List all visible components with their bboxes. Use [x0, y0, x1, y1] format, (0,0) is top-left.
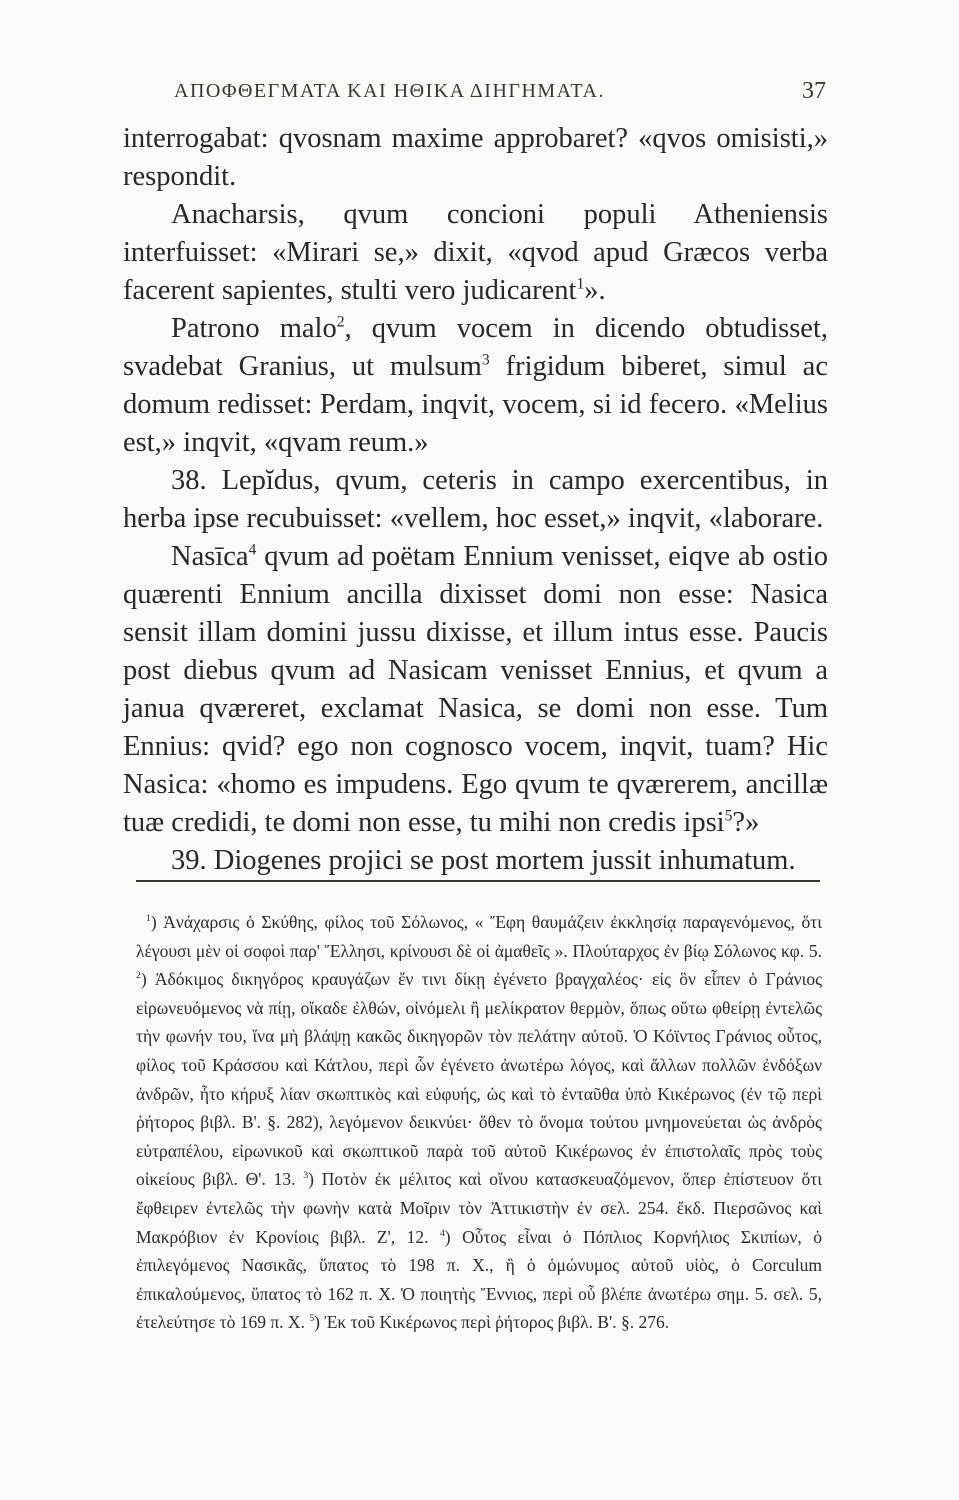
paragraph-patrono-text-b: , qvum vocem in dicendo obtudisset, svadebat Granius, ut mulsum: [123, 313, 828, 382]
footnotes: [136, 908, 822, 1337]
footnote-mark-2: 2: [136, 970, 141, 982]
footnote-4: Οὗτος εἶναι ὁ Πόπλιος Κορνήλιος Σκιπίων, ὁ ἐπιλεγόμενος Νασικᾶς, ὕπατος τὸ 198 π. Χ., ἢ ὁ ὁμώνυμος αὐτοῦ υἱὸς, ὁ Corculum ἐπικαλούμενος, ὕπατος τὸ 162 π. Χ. Ὁ ποιητὴς Ἔννιος, περὶ οὗ βλέπε ἀνωτέρω σημ. 5. σελ. 5, ἐτελεύτησε τὸ 169 π. Χ.: [136, 1226, 823, 1333]
paragraph-nasica: [123, 538, 828, 842]
paragraph-anacharsis-text: Anacharsis, qvum concioni populi Atheniensis interfuisset: «Mirari se,» dixit, «qvod apud Græcos verba facerent sapientes, stulti vero judicarent: [123, 199, 828, 306]
footnote-3: Ποτὸν ἐκ μέλιτος καὶ οἴνου κατασκευαζόμενον, ὅπερ ἐπίστευον ὅτι ἔφθειρεν ἐντελῶς τὴν φωνὴν κατὰ Μοῖριν τὸν Ἀττικιστὴν ἐν σελ. 254. ἔκδ. Πιερσῶνος καὶ Μακρόβιον ἐν Κρονίοις βιβλ. Ζ', 12.: [136, 1169, 822, 1247]
paragraph-nasica-text-a: Nasīca: [171, 541, 249, 572]
paragraph-38: [123, 462, 828, 538]
footnote-1: Ἀνάχαρσις ὁ Σκύθης, φίλος τοῦ Σόλωνος, « Ἔφη θαυμάζειν ἐκκλησίᾳ παραγενόμενος, ὅτι λέγουσι μὲν οἱ σοφοὶ παρ' Ἕλλησι, κρίνουσι δὲ οἱ ἀμαθεῖς ». Πλούταρχος ἐν βίῳ Σόλωνος κφ. 5.: [136, 912, 823, 961]
paragraph-nasica-end: ?»: [732, 807, 760, 838]
running-head: [174, 80, 826, 103]
paragraph-patrono: [123, 310, 828, 462]
paragraph-39-text: 39. Diogenes projici se post mortem jussit inhumatum.: [171, 845, 796, 876]
footnote-mark-3: 3: [303, 1170, 309, 1182]
running-head-title: ΑΠΟΦΘΕΓΜΑΤΑ ΚΑΙ ΗΘΙΚΑ ΔΙΗΓΗΜΑΤΑ.: [174, 80, 605, 102]
paragraph-patrono-text-c: frigidum biberet, simul ac domum redisset: Perdam, inqvit, vocem, si id fecero. «Melius est,» inqvit, «qvam reum.»: [123, 351, 828, 458]
paragraph-anacharsis: [123, 196, 828, 310]
note-ref-4: 4: [248, 541, 257, 559]
paragraph-nasica-text-b: qvum ad poëtam Ennium venisset, eiqve ab ostio quærenti Ennium ancilla dixisset domi non esse: Nasica sensit illam domini jussu dixisse, et illum intus esse. Paucis post diebus qvum ad Nasicam venisset Ennius, et qvum a janua qværeret, exclamat Nasica, se domi non esse. Tum Ennius: qvid? ego non cognosco vocem, inqvit, tuam? Hic Nasica: «homo es impudens. Ego qvum te qværerem, ancillæ tuæ credidi, te domi non esse, tu mihi non credis ipsi: [123, 541, 828, 838]
footnote-divider: [136, 880, 820, 882]
note-ref-2: 2: [336, 313, 345, 331]
footnote-5: Ἐκ τοῦ Κικέρωνος περὶ ῥήτορος βιβλ. Β'. §. 276.: [324, 1312, 670, 1333]
page-number: 37: [802, 78, 826, 104]
paragraph-38-text: 38. Lepĭdus, qvum, ceteris in campo exercentibus, in herba ipse recubuisset: «vellem, hoc esset,» inqvit, «laborare.: [123, 465, 828, 534]
main-text: [123, 120, 828, 880]
note-ref-5: 5: [724, 807, 733, 825]
paragraph-39: [123, 842, 828, 880]
footnote-mark-1: 1: [146, 913, 151, 925]
note-ref-1: 1: [576, 275, 585, 293]
footnotes-block: $^1$) Ἀνάχαρσις ὁ Σκύθης, φίλος τοῦ Σόλωνος, « Ἔφη θαυμάζειν ἐκκλησίᾳ παραγενόμενος, ὅτι λέγουσι μὲν οἱ σοφοὶ παρ' Ἕλλησι, κρίνουσι δὲ οἱ ἀμαθεῖς ». Πλούταρχος ἐν βίῳ Σόλωνος κφ. 5. $^2$) Ἀδόκιμος δικηγόρος κραυγάζων ἔν τινι δίκῃ ἐγένετο βραγχαλέος· εἰς ὃν εἶπεν ὁ Γράνιος εἰρωνευόμενος νὰ πίῃ, οἴκαδε ἐλθών, οἰνόμελι ἢ μελίκρατον θερμὸν, ὅπως οὕτω φθείρῃ ἐντελῶς τὴν φωνήν του, ἵνα μὴ βλάψῃ κακῶς δικηγορῶν τὸν πελάτην αὐτοῦ. Ὁ Κόϊντος Γράνιος οὗτος, φίλος τοῦ Κράσσου καὶ Κάτλου, περὶ ὧν ἐγένετο ἀνωτέρω λόγος, καὶ ἄλλων πολλῶν ἐνδόξων ἀνδρῶν, ἦτο κήρυξ λίαν σκωπτικὸς καὶ εὐφυής, ὡς καὶ τὸ ἐνταῦθα ὑπὸ Κικέρωνος (ἐν τῷ περὶ ῥήτορος βιβλ. Β'. §. 282), λεγόμενον δεικνύει· ὅθεν τὸ ὄνομα τούτου μνημονεύεται ὡς ἀνδρὸς εὐτραπέλου, εἰρωνικοῦ καὶ σκωπτικοῦ παρὰ τοῦ αὐτοῦ Κικέρωνος ἐν ἐπιστολαῖς πρὸς τοὺς οἰκείους βιβλ. Θ'. 13. $^3$) Ποτὸν ἐκ μέλιτος καὶ οἴνου κατασκευαζόμενον, ὅπερ ἐπίστευον ὅτι ἔφθειρεν ἐντελῶς τὴν φωνὴν κατὰ Μοῖριν τὸν Ἀττικιστὴν ἐν σελ. 254. ἔκδ. Πιερσῶνος καὶ Μακρόβιον ἐν Κρονίοις βιβλ. Ζ', 12. $^4$) Οὗτος εἶναι ὁ Πόπλιος Κορνήλιος Σκιπίων, ὁ ἐπιλεγόμενος Νασικᾶς, ὕπατος τὸ 198 π. Χ., ἢ ὁ ὁμώνυμος αὐτοῦ υἱὸς, ὁ Corculum ἐπικαλούμενος, ὕπατος τὸ 162 π. Χ. Ὁ ποιητὴς Ἔννιος, περὶ οὗ βλέπε ἀνωτέρω σημ. 5. σελ. 5, ἐτελεύτησε τὸ 169 π. Χ. $^5$) Ἐκ τοῦ Κικέρωνος περὶ ῥήτορος βιβλ. Β'. §. 276.: [136, 912, 823, 1333]
footnote-2: Ἀδόκιμος δικηγόρος κραυγάζων ἔν τινι δίκῃ ἐγένετο βραγχαλέος· εἰς ὃν εἶπεν ὁ Γράνιος εἰρωνευόμενος νὰ πίῃ, οἴκαδε ἐλθών, οἰνόμελι ἢ μελίκρατον θερμὸν, ὅπως οὕτω φθείρῃ ἐντελῶς τὴν φωνήν του, ἵνα μὴ βλάψῃ κακῶς δικηγορῶν τὸν πελάτην αὐτοῦ. Ὁ Κόϊντος Γράνιος οὗτος, φίλος τοῦ Κράσσου καὶ Κάτλου, περὶ ὧν ἐγένετο ἀνωτέρω λόγος, καὶ ἄλλων πολλῶν ἐνδόξων ἀνδρῶν, ἦτο κήρυξ λίαν σκωπτικὸς καὶ εὐφυής, ὡς καὶ τὸ ἐνταῦθα ὑπὸ Κικέρωνος (ἐν τῷ περὶ ῥήτορος βιβλ. Β'. §. 282), λεγόμενον δεικνύει· ὅθεν τὸ ὄνομα τούτου μνημονεύεται ὡς ἀνδρὸς εὐτραπέλου, εἰρωνικοῦ καὶ σκωπτικοῦ παρὰ τοῦ αὐτοῦ Κικέρωνος ἐν ἐπιστολαῖς πρὸς τοὺς οἰκείους βιβλ. Θ'. 13.: [136, 969, 822, 1190]
note-ref-3: 3: [481, 351, 490, 369]
paragraph-1: [123, 120, 828, 196]
paragraph-patrono-text-a: Patrono malo: [171, 313, 337, 344]
footnote-mark-4: 4: [439, 1227, 445, 1239]
footnote-mark-5: 5: [309, 1313, 315, 1325]
paragraph-1-text: interrogabat: qvosnam maxime approbaret? «qvos omisisti,» respondit.: [123, 123, 828, 192]
paragraph-anacharsis-end: ».: [584, 275, 606, 306]
